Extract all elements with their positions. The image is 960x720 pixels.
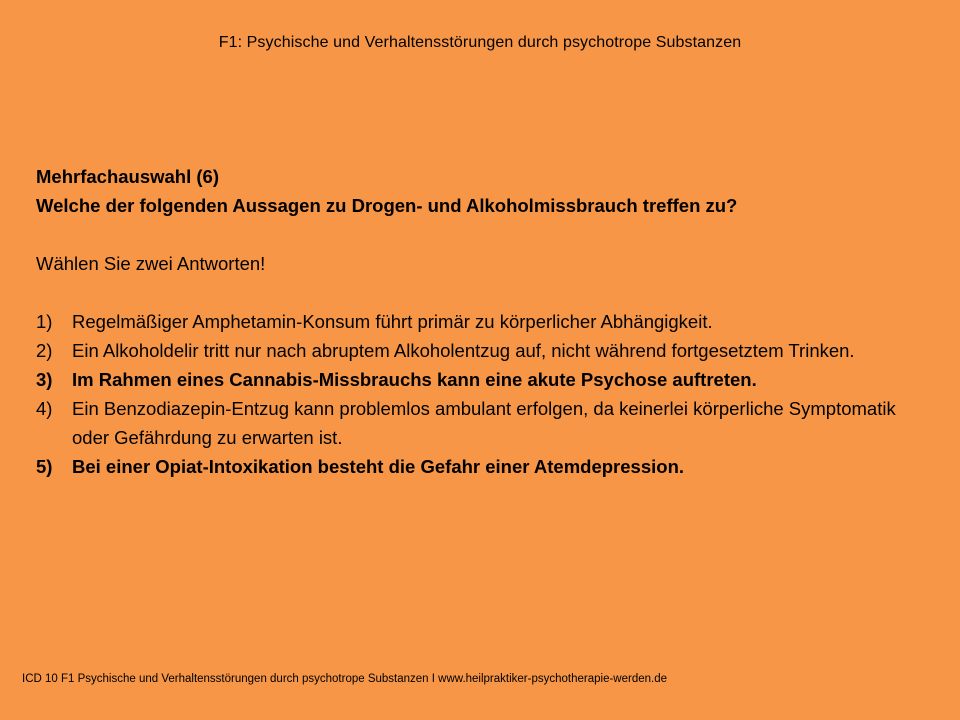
question-text: Welche der folgenden Aussagen zu Drogen- und Alkoholmissbrauch treffen zu?	[36, 195, 738, 216]
answer-number: 5)	[36, 456, 53, 477]
question-kind: Mehrfachauswahl (6)	[36, 166, 219, 187]
answer-text: Im Rahmen eines Cannabis-Missbrauchs kann eine akute Psychose auftreten.	[72, 369, 757, 390]
answer-number: 3)	[36, 369, 53, 390]
answer-item	[36, 452, 936, 481]
answer-text: Bei einer Opiat-Intoxikation besteht die Gefahr einer Atemdepression.	[72, 456, 685, 477]
answer-item	[36, 307, 936, 336]
answer-number: 4)	[36, 398, 53, 419]
spacer	[36, 220, 936, 249]
answer-number: 1)	[36, 311, 53, 332]
slide-header-title: F1: Psychische und Verhaltensstörungen durch psychotrope Substanzen	[218, 34, 742, 51]
spacer	[36, 278, 936, 307]
answer-item	[36, 394, 936, 452]
answer-item	[36, 365, 936, 394]
answer-list	[36, 307, 936, 481]
answer-text: Ein Alkoholdelir tritt nur nach abruptem Alkoholentzug auf, nicht während fortgesetztem Trinken.	[72, 340, 855, 361]
answer-text: Ein Benzodiazepin-Entzug kann problemlos ambulant erfolgen, da keinerlei körperliche Symptomatik oder Gefährdung zu erwarten ist.	[72, 398, 896, 448]
slide-footer: ICD 10 F1 Psychische und Verhaltensstörungen durch psychotrope Substanzen I www.heilpraktiker-psychotherapie-werden.de	[22, 673, 667, 685]
answer-item	[36, 336, 936, 365]
answer-number: 2)	[36, 340, 53, 361]
question-block	[36, 162, 936, 481]
answer-text: Regelmäßiger Amphetamin-Konsum führt primär zu körperlicher Abhängigkeit.	[72, 311, 713, 332]
question-instruction: Wählen Sie zwei Antworten!	[36, 253, 266, 274]
